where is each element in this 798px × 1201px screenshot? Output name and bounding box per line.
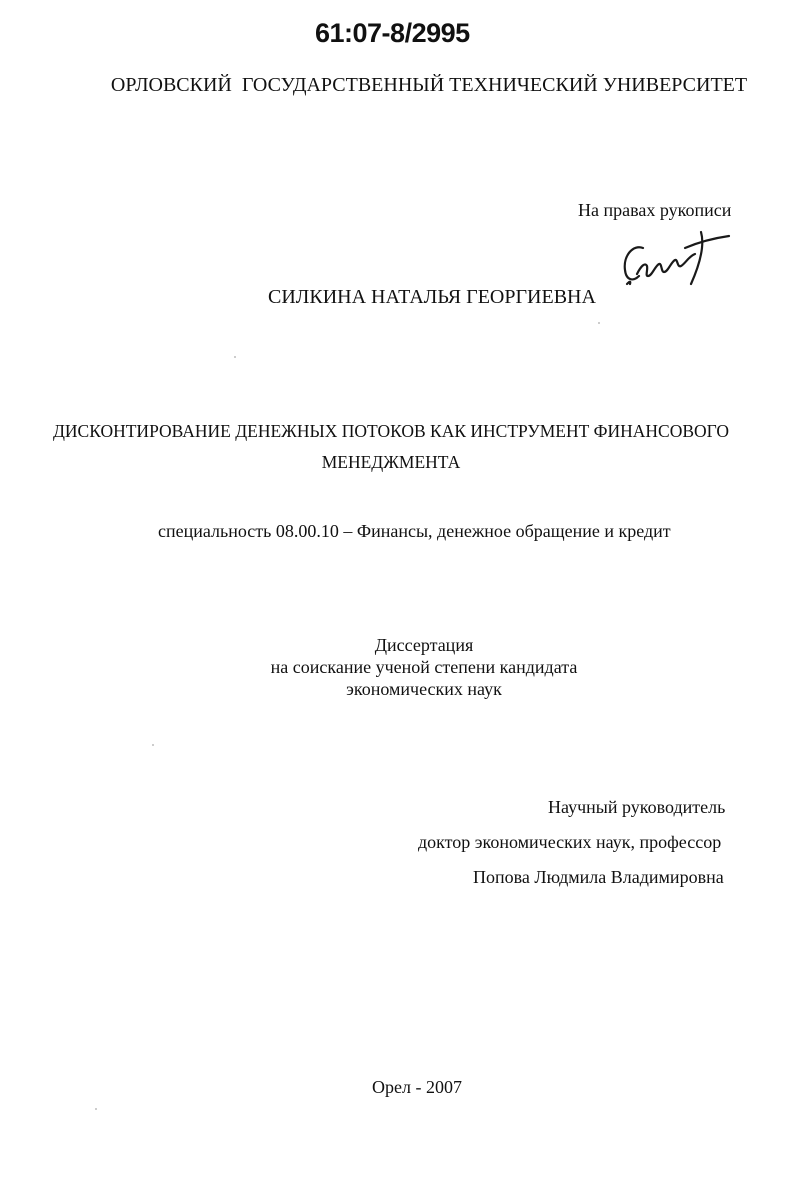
handwritten-signature bbox=[615, 226, 735, 296]
city-year: Орел - 2007 bbox=[372, 1077, 462, 1097]
dissertation-degree: на соискание ученой степени кандидата bbox=[270, 657, 578, 677]
dissertation-title bbox=[40, 416, 742, 478]
author-name: СИЛКИНА НАТАЛЬЯ ГЕОРГИЕВНА bbox=[268, 286, 596, 308]
supervisor-name: Попова Людмила Владимировна bbox=[473, 867, 724, 887]
title-line-2: МЕНЕДЖМЕНТА bbox=[321, 452, 461, 472]
supervisor-role: Научный руководитель bbox=[548, 797, 726, 817]
dissertation-type bbox=[40, 634, 798, 700]
dissertation-label: Диссертация bbox=[374, 635, 474, 655]
dissertation-field: экономических наук bbox=[346, 679, 502, 699]
supervisor-degree: доктор экономических наук, профессор bbox=[418, 832, 722, 852]
title-line-1: ДИСКОНТИРОВАНИЕ ДЕНЕЖНЫХ ПОТОКОВ КАК ИНСТРУМЕНТ ФИНАНСОВОГО bbox=[52, 421, 729, 441]
archive-stamp: 61:07-8/2995 bbox=[315, 18, 470, 48]
scan-speck bbox=[234, 356, 236, 358]
university-name: ОРЛОВСКИЙ ГОСУДАРСТВЕННЫЙ ТЕХНИЧЕСКИЙ УНИВЕРСИТЕТ bbox=[110, 74, 748, 96]
scan-speck bbox=[152, 744, 154, 746]
scan-speck bbox=[598, 322, 600, 324]
scan-speck bbox=[95, 1108, 97, 1110]
specialty-line: специальность 08.00.10 – Финансы, денежное обращение и кредит bbox=[158, 521, 671, 541]
manuscript-note: На правах рукописи bbox=[578, 200, 732, 220]
